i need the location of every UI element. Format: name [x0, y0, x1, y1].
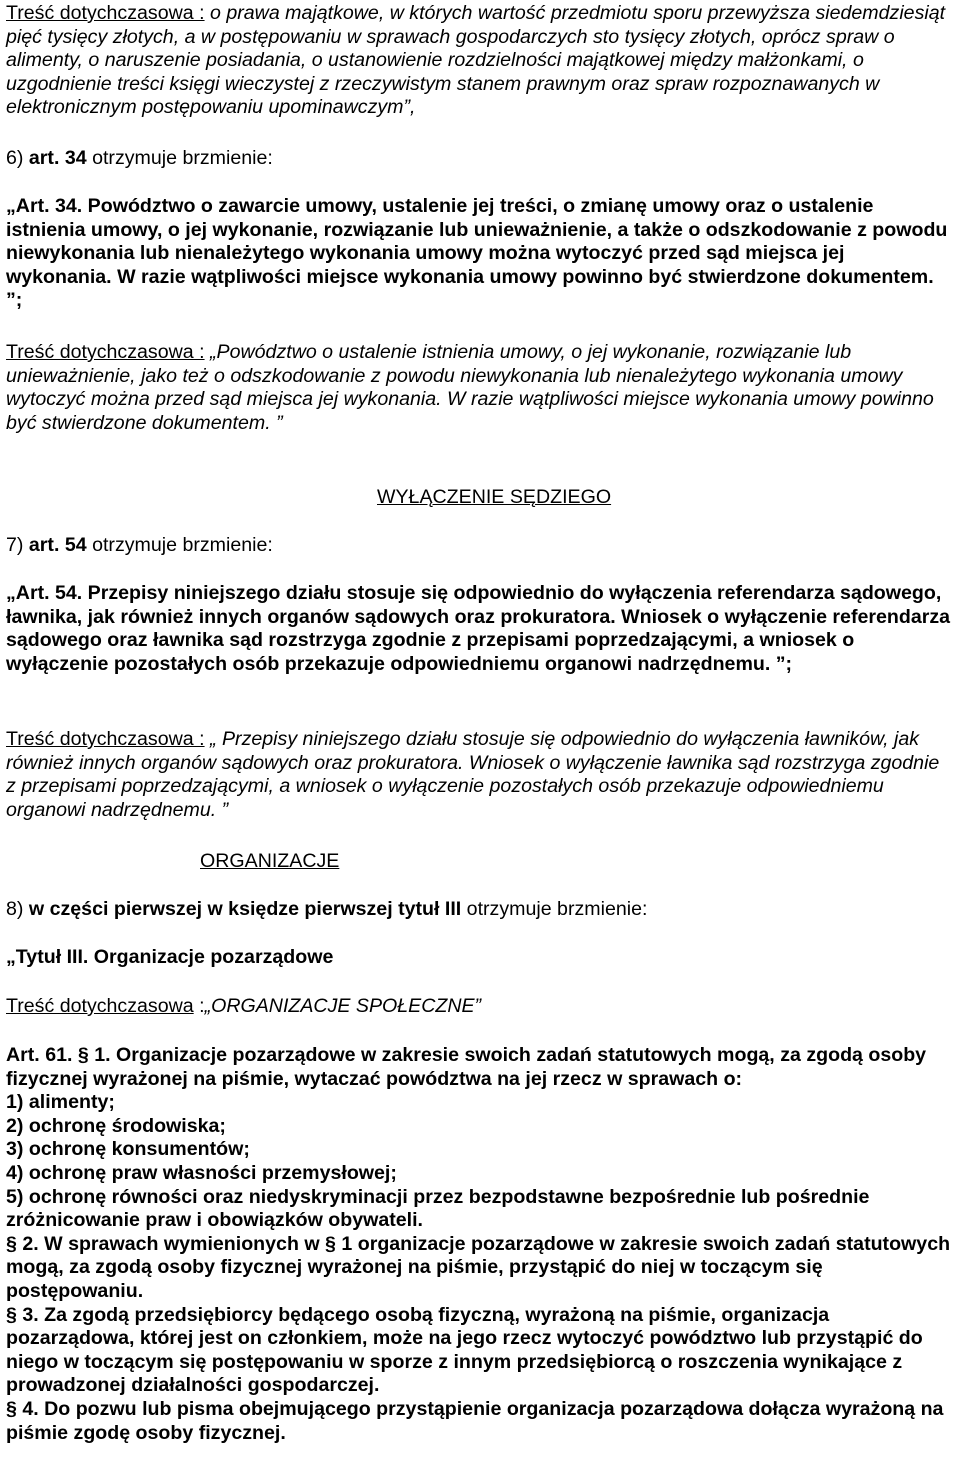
- current-wording-art-54: [6, 728, 954, 822]
- current-wording-label: Treść dotychczasowa :: [6, 728, 205, 750]
- article-text: „Art. 54. Przepisy niniejszego działu stosuje się odpowiednio do wyłączenia referendarza sądowego, ławnika, jak również innych organów sądowych oraz prokuratora. Wniosek o wyłączenie referendarza sądowego oraz ławnika sąd rozstrzyga zgodnie z przepisami poprzedzającymi, a wniosek o wyłączenie pozostałych osób przekazuje odpowiedniemu organowi nadrzędnemu.: [6, 582, 951, 675]
- current-wording-title: Treść dotychczasowa :„ORGANIZACJE SPOŁECZNE”: [6, 995, 482, 1017]
- amendment-item-8: [6, 898, 954, 922]
- new-article-34: [6, 195, 954, 313]
- current-wording-label: Treść dotychczasowa :: [6, 2, 205, 24]
- item-text: otrzymuje brzmienie:: [466, 898, 648, 920]
- art61-point-5: 5) ochronę równości oraz niedyskryminacji przez bezpodstawne bezpośrednie lub pośrednie zróżnicowanie praw i obowiązków obywateli.: [6, 1185, 870, 1232]
- article-end-quote: ”;: [775, 652, 793, 675]
- art61-point-2: 2) ochronę środowiska;: [6, 1114, 226, 1137]
- item-text: otrzymuje brzmienie:: [92, 534, 273, 556]
- art61-point-1: 1) alimenty;: [6, 1091, 115, 1114]
- new-article-54: [6, 582, 954, 676]
- section-heading-wylaczenie: WYŁĄCZENIE SĘDZIEGO: [377, 486, 612, 508]
- art61-point-3: 3) ochronę konsumentów;: [6, 1138, 250, 1161]
- art61-section-4: § 4. Do pozwu lub pisma obejmującego przystąpienie organizacja pozarządowa dołącza wyrażoną na piśmie zgodę osoby fizycznej.: [6, 1397, 944, 1444]
- art61-section-1: Art. 61. § 1. Organizacje pozarządowe w zakresie swoich zadań statutowych mogą, za zgodą osoby fizycznej wyrażonej na piśmie, wytaczać powództwa na jej rzecz w sprawach o:: [6, 1044, 927, 1090]
- item-number: 8): [6, 898, 24, 920]
- article-end-quote: ”;: [6, 289, 23, 312]
- art61-point-4: 4) ochronę praw własności przemysłowej;: [6, 1161, 397, 1184]
- new-title-iii: „Tytuł III. Organizacje pozarządowe: [6, 946, 334, 968]
- article-reference: art. 34: [28, 147, 87, 169]
- current-wording-label: Treść dotychczasowa :: [6, 341, 205, 363]
- current-wording-text: „Powództwo o ustalenie istnienia umowy, o jej wykonanie, rozwiązanie lub unieważnienie, jako też o odszkodowanie z powodu niewykonania lub nienależytego wykonania umowy wytoczyć można przed sąd miejsca jej wykonania. W razie wątpliwości miejsce wykonania umowy powinno być stwierdzone dokumentem. ”: [6, 341, 934, 434]
- item-bold-text: w części pierwszej w księdze pierwszej tytuł III: [28, 898, 462, 920]
- art61-section-3: § 3. Za zgodą przedsiębiorcy będącego osobą fizyczną, wyrażoną na piśmie, organizacja pozarządowa, której jest on członkiem, może na jego rzecz wytoczyć powództwo lub przystąpić do niego w toczącym się postępowaniu w sporze z innym przedsiębiorcą o roszczenia wynikające z prowadzonej działalności gospodarczej.: [6, 1303, 923, 1397]
- new-article-61: [6, 1044, 954, 1445]
- current-wording-label: Treść dotychczasowa: [6, 995, 194, 1017]
- current-wording-text: „ Przepisy niniejszego działu stosuje się odpowiednio do wyłączenia ławników, jak również innych organów sądowych oraz prokuratora. Wniosek o wyłączenie ławnika sąd rozstrzyga zgodnie z przepisami poprzedzającymi, a wniosek o wyłączenie pozostałych osób przekazuje odpowiedniemu organowi nadrzędnemu. ”: [6, 728, 940, 821]
- amendment-item-6: [6, 147, 954, 171]
- item-number: 7): [6, 534, 24, 556]
- current-wording-text: o prawa majątkowe, w których wartość przedmiotu sporu przewyższa siedemdziesiąt pięć tysięcy złotych, a w postępowaniu w sprawach gospodarczych sto tysięcy złotych, oprócz spraw o alimenty, o naruszenie posiadania, o ustanowienie rozdzielności majątkowej między małżonkami, o uzgodnienie treści księgi wieczystej z rzeczywistym stanem prawnym oraz spraw rozpoznawanych w elektronicznym postępowaniu upominawczym”,: [6, 2, 946, 119]
- current-wording-art-34: [6, 341, 954, 435]
- current-wording-paragraph-1: [6, 2, 954, 120]
- art61-section-2: § 2. W sprawach wymienionych w § 1 organizacje pozarządowe w zakresie swoich zadań statutowych mogą, za zgodą osoby fizycznej wyrażonej na piśmie, przystąpić do niej w toczącym się postępowaniu.: [6, 1232, 951, 1302]
- item-text: otrzymuje brzmienie:: [92, 147, 273, 169]
- amendment-item-7: [6, 534, 954, 558]
- section-heading-organizacje: ORGANIZACJE: [200, 850, 340, 872]
- current-wording-text: „ORGANIZACJE SPOŁECZNE”: [204, 995, 482, 1017]
- item-number: 6): [6, 147, 24, 169]
- article-reference: art. 54: [28, 534, 87, 556]
- article-text: „Art. 34. Powództwo o zawarcie umowy, ustalenie jej treści, o zmianę umowy oraz o ustalenie istnienia umowy, o jej wykonanie, rozwiązanie lub unieważnienie, a także o odszkodowanie z powodu niewykonania lub nienależytego wykonania umowy można wytoczyć przed sąd miejsca jej wykonania. W razie wątpliwości miejsce wykonania umowy powinno być stwierdzone dokumentem.: [6, 195, 948, 288]
